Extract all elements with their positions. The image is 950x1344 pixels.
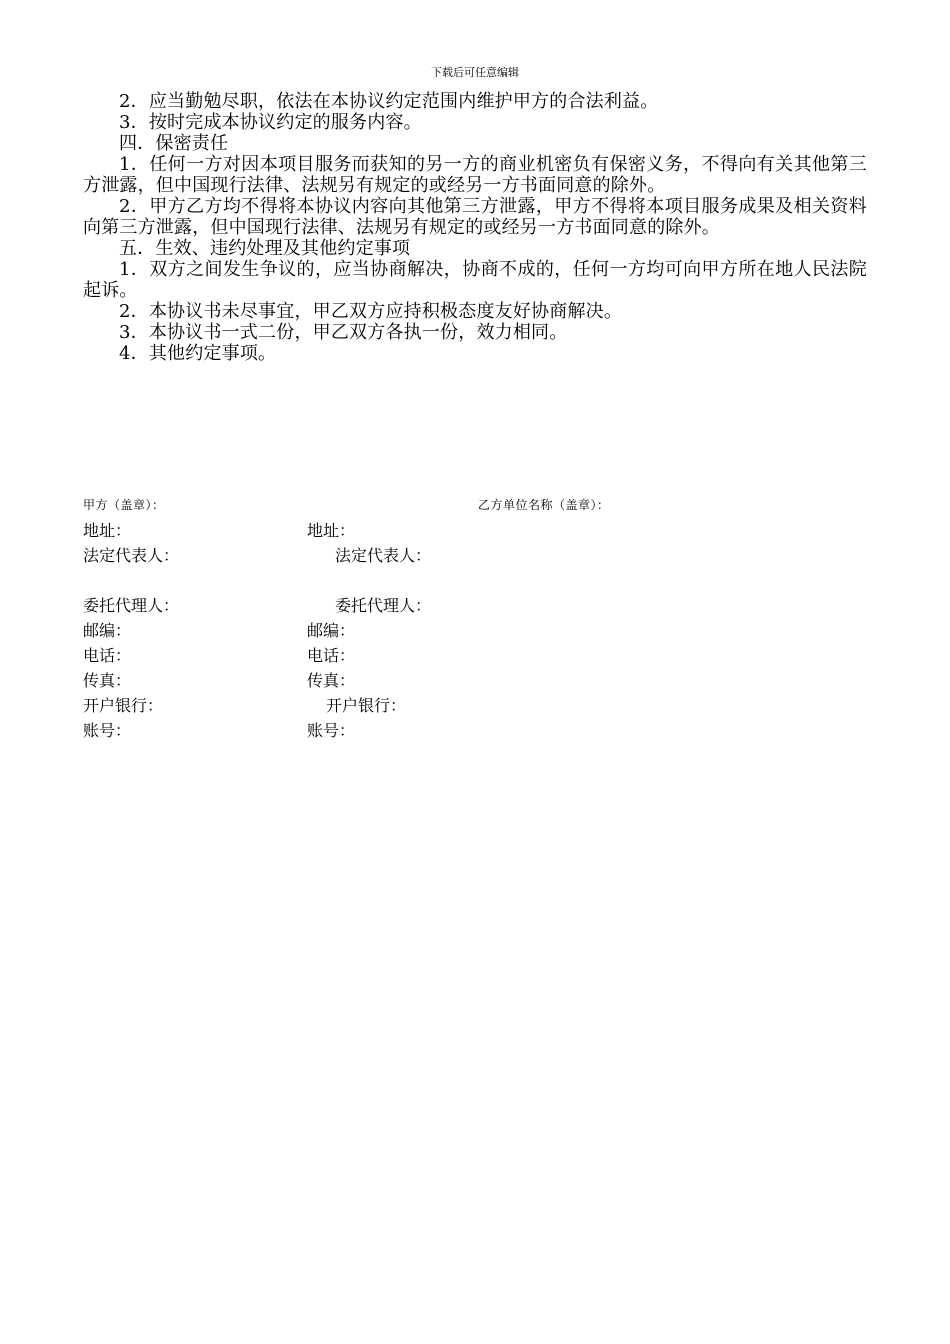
party-a-agent-label: 委托代理人： bbox=[83, 596, 180, 615]
party-a-bank-label: 开户银行： bbox=[83, 696, 164, 715]
party-a-postcode-label: 邮编： bbox=[83, 621, 132, 640]
party-b-title: 乙方单位名称（盖章）： bbox=[478, 498, 610, 512]
party-a-title: 甲方（盖章）： bbox=[83, 498, 165, 512]
clause-3-2: 2．应当勤勉尽职，依法在本协议约定范围内维护甲方的合法利益。 bbox=[119, 91, 659, 112]
party-a-fax-label: 传真： bbox=[83, 671, 132, 690]
party-a-phone-label: 电话： bbox=[83, 646, 132, 665]
party-a-legal-rep-label: 法定代表人： bbox=[83, 546, 180, 565]
section-heading-confidentiality: 四．保密责任 bbox=[119, 133, 229, 154]
clause-3-3: 3．按时完成本协议约定的服务内容。 bbox=[119, 112, 422, 133]
party-b-legal-rep-label: 法定代表人： bbox=[335, 546, 432, 565]
contract-body bbox=[83, 91, 867, 364]
clause-5-1: 1．双方之间发生争议的，应当协商解决，协商不成的，任何一方均可向甲方所在地人民法院起诉。 bbox=[83, 259, 867, 301]
party-a-address-label: 地址： bbox=[83, 521, 132, 540]
party-a-account-label: 账号： bbox=[83, 721, 132, 740]
clause-5-2: 2．本协议书未尽事宜，甲乙双方应持积极态度友好协商解决。 bbox=[119, 301, 623, 322]
party-b-fax-label: 传真： bbox=[307, 671, 356, 690]
clause-5-4: 4．其他约定事项。 bbox=[119, 343, 277, 364]
party-b-postcode-label: 邮编： bbox=[307, 621, 356, 640]
clause-5-3: 3．本协议书一式二份，甲乙双方各执一份，效力相同。 bbox=[119, 322, 568, 343]
page-header-note: 下载后可任意编辑 bbox=[431, 66, 519, 79]
party-b-phone-label: 电话： bbox=[307, 646, 356, 665]
party-b-agent-label: 委托代理人： bbox=[335, 596, 432, 615]
party-b-account-label: 账号： bbox=[307, 721, 356, 740]
clause-4-1: 1．任何一方对因本项目服务而获知的另一方的商业机密负有保密义务，不得向有关其他第三方泄露，但中国现行法律、法规另有规定的或经另一方书面同意的除外。 bbox=[83, 154, 867, 196]
clause-4-2: 2．甲方乙方均不得将本协议内容向其他第三方泄露，甲方不得将本项目服务成果及相关资料向第三方泄露，但中国现行法律、法规另有规定的或经另一方书面同意的除外。 bbox=[83, 196, 867, 238]
party-b-address-label: 地址： bbox=[307, 521, 356, 540]
party-b-bank-label: 开户银行： bbox=[326, 696, 407, 715]
section-heading-effect: 五．生效、违约处理及其他约定事项 bbox=[119, 238, 411, 259]
